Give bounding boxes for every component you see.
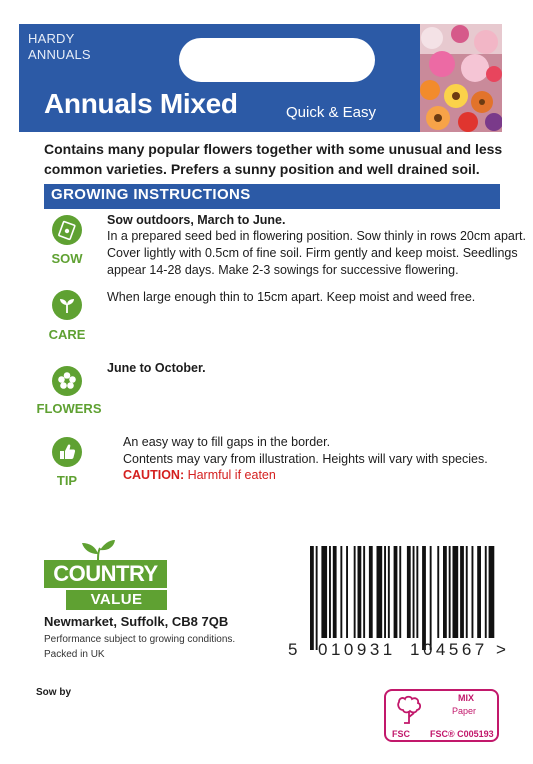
barcode-digit-first: 5 [288,640,298,659]
barcode-bar [363,546,365,638]
sow-heading: Sow outdoors, March to June. [107,213,286,227]
sow-line-2: Cover lightly with 0.5cm of fine soil. Firm gently and keep moist. Seedlings [107,246,518,260]
barcode-bar [358,546,362,638]
fsc-badge [384,689,499,742]
barcode-bar [369,546,373,638]
barcode-bar [422,546,426,650]
category-line-1: HARDY [28,31,75,46]
barcode-bar [472,546,474,638]
barcode-bar [346,546,348,638]
barcode-bar [485,546,487,638]
barcode-bar [460,546,464,638]
barcode-bar [321,546,327,638]
hang-hole [179,38,375,82]
performance-note: Performance subject to growing conditions. [44,634,236,645]
barcode-bar [310,546,314,650]
care-text: When large enough thin to 15cm apart. Keep moist and weed free. [107,290,476,304]
barcode-bar [377,546,383,638]
barcode-bar [354,546,356,638]
brand-top: COUNTRY [44,560,167,588]
caution-text: Harmful if eaten [184,468,276,482]
flower-photo [420,24,502,132]
barcode-quiet-marker: > [496,640,506,659]
sow-label: SOW [51,251,83,266]
barcode-bar [399,546,401,638]
barcode-bar [316,546,318,650]
barcode-bar [489,546,495,638]
flowers-heading: June to October. [107,361,206,375]
barcode-digits-left: 010931 [318,640,396,659]
barcode-bar [453,546,459,638]
growing-instructions-rule [44,206,500,209]
barcode-bar [407,546,411,638]
barcode-bar [430,546,432,650]
barcode-bar [449,546,451,638]
sow-line-1: In a prepared seed bed in flowering position. Sow thinly in rows 20cm apart. [107,229,526,243]
seed-packet-icon [52,215,82,245]
barcode-bar [388,546,390,638]
barcode-bar [466,546,468,638]
product-subtitle: Quick & Easy [286,104,377,121]
brand-address: Newmarket, Suffolk, CB8 7QB [44,614,229,629]
tip-label: TIP [56,473,78,488]
tip-line-2: Contents may vary from illustration. Heights will vary with species. [123,452,488,466]
barcode-bar [329,546,331,638]
barcode-bar [413,546,415,638]
flower-icon [52,366,82,396]
barcode-bar [384,546,386,638]
brand-bottom: VALUE [66,590,167,610]
barcode-bar [394,546,398,638]
sow-by-label: Sow by [36,687,72,698]
growing-instructions-heading: GROWING INSTRUCTIONS [51,186,251,203]
fsc-mix: MIX [458,693,475,703]
barcode-digits-right: 104567 [410,640,488,659]
caution-label: CAUTION: [123,468,185,482]
care-label: CARE [48,327,86,342]
category-line-2: ANNUALS [28,47,91,62]
fsc-code: FSC® C005193 [430,729,494,739]
flowers-label: FLOWERS [36,401,102,416]
country-value-leaf-logo [78,538,118,562]
packed-note: Packed in UK [44,649,105,660]
caution-line [123,467,276,484]
barcode-bar [443,546,447,638]
barcode-bar [437,546,439,638]
barcode-bar [340,546,342,638]
fsc-tree-icon [390,694,430,734]
seedling-icon [52,290,82,320]
thumbs-up-icon [52,437,82,467]
barcode-bar [333,546,337,638]
barcode-bar [477,546,481,638]
fsc-logo-text: FSC [392,729,410,739]
barcode-bar [416,546,418,638]
tip-line-1: An easy way to fill gaps in the border. [123,435,331,449]
product-title: Annuals Mixed [44,88,238,119]
fsc-paper: Paper [452,706,477,716]
sow-line-3: appear 14-28 days. Make 2-3 sowings for successive flowering. [107,263,459,277]
intro-text: Contains many popular flowers together with some unusual and less common varieties. Prefers a sunny position and well drained soil. [44,141,503,177]
